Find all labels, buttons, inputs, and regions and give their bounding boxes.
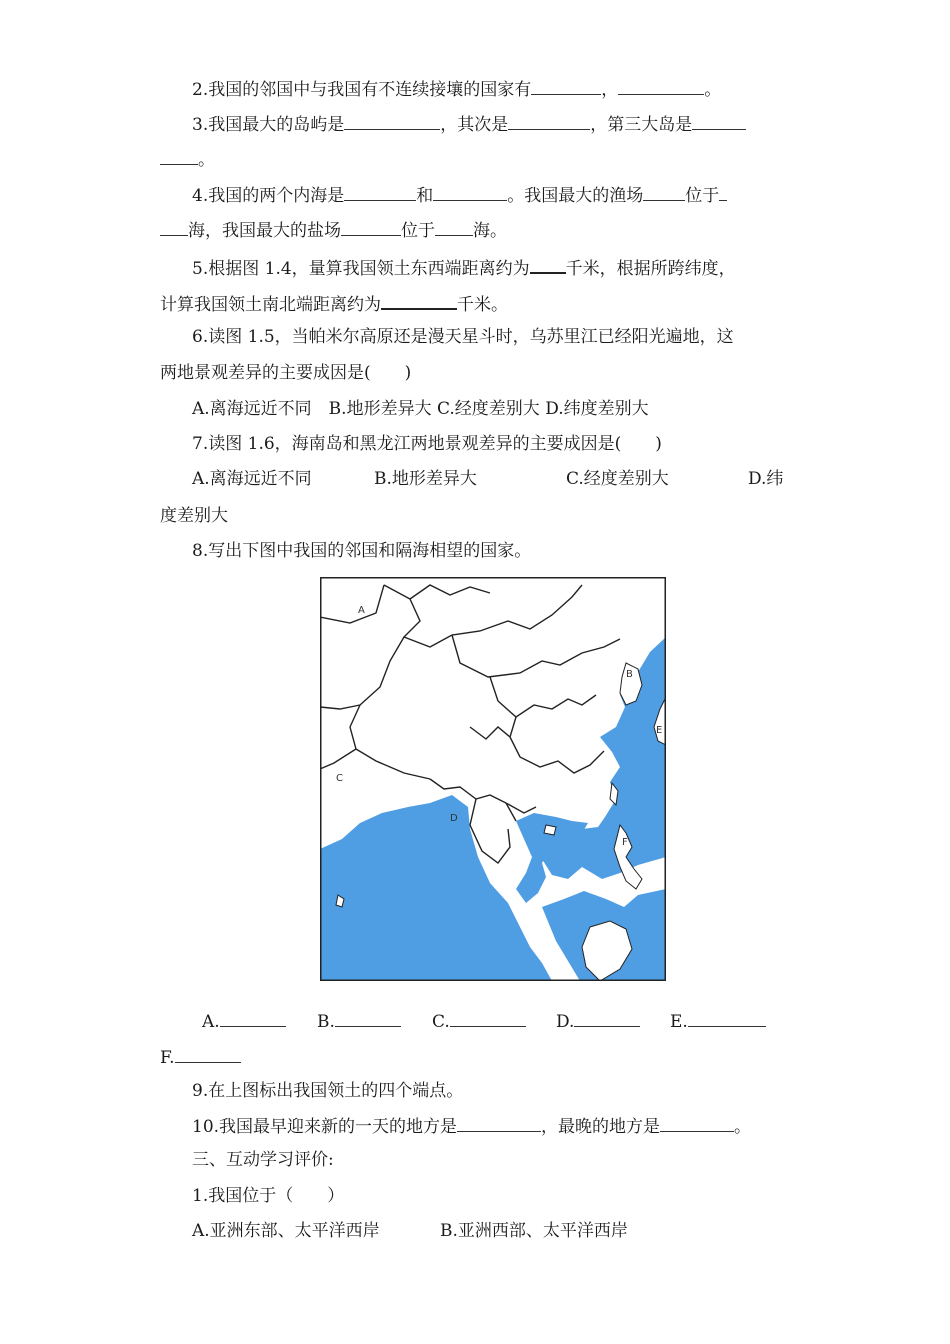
answer-e: E.: [670, 1008, 766, 1034]
answer-blank[interactable]: [433, 182, 507, 201]
answer-blank[interactable]: [574, 1008, 640, 1027]
map-label-a: A: [358, 605, 365, 616]
answer-blank[interactable]: [435, 217, 473, 236]
question-5: 5.根据图 1.4，量算我国领土东西端距离约为 千米，根据所跨纬度，: [192, 254, 736, 281]
exercise-1-option-b: B.亚洲西部、太平洋西岸: [440, 1221, 628, 1241]
answer-blank[interactable]: [692, 111, 746, 130]
exercise-1-option-a: A.亚洲东部、太平洋西岸: [192, 1221, 380, 1241]
question-7: 7.读图 1.6，海南岛和黑龙江两地景观差异的主要成因是( ): [192, 434, 662, 454]
question-9: 9.在上图标出我国领土的四个端点。: [192, 1081, 464, 1101]
question-6-cont: 两地景观差异的主要成因是( ): [160, 363, 412, 383]
question-6-options: A.离海远近不同 B.地形差异大 C.经度差别大 D.纬度差别大: [192, 399, 649, 419]
answer-blank[interactable]: [341, 217, 401, 236]
q7-option-c: C.经度差别大: [566, 469, 669, 489]
q7-option-a: A.离海远近不同: [192, 469, 312, 489]
answer-blank[interactable]: [335, 1008, 401, 1027]
answer-blank[interactable]: [160, 146, 198, 165]
question-4-cont: 海，我国最大的盐场 位于 海。: [160, 217, 507, 243]
answer-d: D.: [556, 1008, 640, 1034]
answer-b: B.: [317, 1008, 401, 1034]
map-label-d: D: [450, 813, 458, 824]
question-3-cont: 。: [160, 146, 215, 172]
answer-f: F.: [160, 1044, 241, 1070]
answer-blank[interactable]: [618, 76, 704, 95]
answer-blank[interactable]: [381, 290, 457, 310]
answer-blank[interactable]: [530, 254, 566, 274]
answer-blank[interactable]: [160, 217, 188, 236]
question-5-cont: 计算我国领土南北端距离约为 千米。: [160, 290, 508, 317]
answer-c: C.: [432, 1008, 526, 1034]
question-6: 6.读图 1.5，当帕米尔高原还是漫天星斗时，乌苏里江已经阳光遍地，这: [192, 327, 734, 347]
map-label-f: F: [622, 837, 628, 848]
answer-blank[interactable]: [643, 182, 685, 201]
question-2: 2.我国的邻国中与我国有不连续接壤的国家有 ， 。: [192, 76, 721, 102]
answer-blank[interactable]: [175, 1044, 241, 1063]
question-4: 4.我国的两个内海是 和 。我国最大的渔场 位于: [192, 182, 727, 208]
question-8: 8.写出下图中我国的邻国和隔海相望的国家。: [192, 541, 532, 561]
answer-blank[interactable]: [719, 182, 727, 201]
answer-blank[interactable]: [660, 1113, 734, 1132]
question-3: 3.我国最大的岛屿是 ，其次是 ，第三大岛是: [192, 111, 746, 137]
question-7-cont: 度差别大: [160, 506, 228, 526]
map-china-neighbors: [320, 577, 666, 981]
map-label-c: C: [336, 773, 343, 784]
answer-blank[interactable]: [450, 1008, 526, 1027]
answer-blank[interactable]: [344, 111, 440, 130]
answer-blank[interactable]: [508, 111, 590, 130]
answer-blank[interactable]: [344, 182, 416, 201]
question-10: 10.我国最早迎来新的一天的地方是 ，最晚的地方是 。: [192, 1113, 751, 1139]
answer-blank[interactable]: [688, 1008, 766, 1027]
map-label-e: E: [656, 725, 663, 736]
map-label-b: B: [626, 669, 633, 680]
answer-blank[interactable]: [457, 1113, 541, 1132]
answer-blank[interactable]: [531, 76, 601, 95]
section-3-title: 三、互动学习评价:: [192, 1150, 334, 1170]
q7-option-b: B.地形差异大: [374, 469, 477, 489]
exercise-1: 1.我国位于（ ）: [192, 1186, 345, 1206]
answer-a: A.: [202, 1008, 286, 1034]
q7-option-d: D.纬: [748, 469, 784, 489]
answer-blank[interactable]: [220, 1008, 286, 1027]
island-hainan: [544, 825, 556, 835]
